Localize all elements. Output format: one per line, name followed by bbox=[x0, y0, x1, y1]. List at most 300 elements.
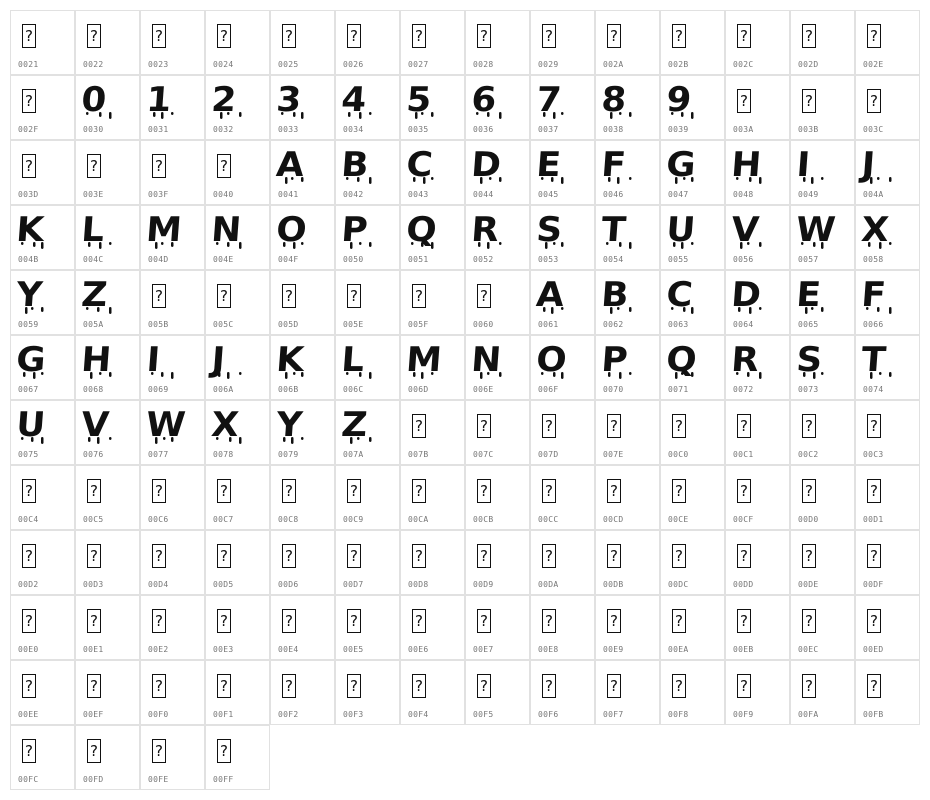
glyph-character: A bbox=[534, 275, 566, 315]
codepoint-label: 0077 bbox=[148, 450, 169, 459]
codepoint-label: 002F bbox=[18, 125, 39, 134]
codepoint-label: 00C8 bbox=[278, 515, 299, 524]
glyph-character: 7 bbox=[534, 80, 563, 120]
codepoint-label: 00C1 bbox=[733, 450, 754, 459]
drip-glyph bbox=[664, 340, 707, 383]
codepoint-label: 0036 bbox=[473, 125, 494, 134]
codepoint-label: 0061 bbox=[538, 320, 559, 329]
glyph-cell bbox=[660, 530, 725, 595]
missing-glyph-box: ? bbox=[347, 284, 361, 308]
replacement-box-icon bbox=[17, 83, 57, 123]
missing-glyph-box: ? bbox=[802, 414, 816, 438]
glyph-character: I bbox=[145, 340, 162, 380]
glyph-cell bbox=[270, 140, 335, 205]
glyph-character: F bbox=[599, 145, 628, 185]
glyph-cell bbox=[660, 270, 725, 335]
glyph-cell bbox=[465, 270, 530, 335]
glyph-cell bbox=[465, 400, 530, 465]
glyph-cell bbox=[75, 335, 140, 400]
glyph-character: U bbox=[664, 210, 697, 250]
codepoint-label: 0068 bbox=[83, 385, 104, 394]
glyph-cell bbox=[790, 335, 855, 400]
glyph-cell bbox=[400, 465, 465, 530]
replacement-box-icon bbox=[17, 733, 57, 773]
missing-glyph-box: ? bbox=[672, 674, 686, 698]
codepoint-label: 0027 bbox=[408, 60, 429, 69]
codepoint-label: 007B bbox=[408, 450, 429, 459]
replacement-box-icon bbox=[537, 603, 577, 643]
glyph-cell bbox=[465, 335, 530, 400]
missing-glyph-box: ? bbox=[282, 609, 296, 633]
glyph-character: L bbox=[79, 210, 106, 250]
missing-glyph-box: ? bbox=[217, 674, 231, 698]
replacement-box-icon bbox=[147, 603, 187, 643]
missing-glyph-box: ? bbox=[412, 284, 426, 308]
glyph-cell bbox=[270, 660, 335, 725]
missing-glyph-box: ? bbox=[22, 544, 36, 568]
glyph-character: P bbox=[339, 210, 370, 250]
glyph-cell bbox=[660, 660, 725, 725]
replacement-box-icon bbox=[407, 668, 447, 708]
codepoint-label: 00F2 bbox=[278, 710, 299, 719]
codepoint-label: 0059 bbox=[18, 320, 39, 329]
replacement-box-icon bbox=[212, 18, 252, 58]
drip-glyph bbox=[145, 340, 187, 383]
codepoint-label: 0075 bbox=[18, 450, 39, 459]
glyph-cell bbox=[465, 660, 530, 725]
glyph-character: D bbox=[469, 145, 503, 185]
glyph-cell bbox=[335, 530, 400, 595]
replacement-box-icon bbox=[537, 668, 577, 708]
drip-glyph bbox=[664, 145, 707, 188]
glyph-cell bbox=[10, 270, 75, 335]
codepoint-label: 00F8 bbox=[668, 710, 689, 719]
codepoint-label: 00C3 bbox=[863, 450, 884, 459]
glyph-cell bbox=[10, 530, 75, 595]
glyph-cell bbox=[205, 595, 270, 660]
drip-glyph bbox=[339, 405, 382, 448]
replacement-box-icon bbox=[732, 408, 772, 448]
glyph-cell bbox=[140, 400, 205, 465]
glyph-cell bbox=[465, 75, 530, 140]
drip-glyph bbox=[859, 275, 902, 318]
glyph-character: 3 bbox=[274, 80, 303, 120]
glyph-cell bbox=[595, 465, 660, 530]
replacement-box-icon bbox=[537, 18, 577, 58]
codepoint-label: 00FE bbox=[148, 775, 169, 784]
glyph-cell bbox=[530, 465, 595, 530]
drip-glyph bbox=[209, 210, 252, 253]
drip-glyph bbox=[209, 80, 252, 123]
drip-glyph bbox=[859, 340, 902, 383]
missing-glyph-box: ? bbox=[347, 24, 361, 48]
glyph-cell bbox=[335, 400, 400, 465]
glyph-cell bbox=[790, 75, 855, 140]
missing-glyph-box: ? bbox=[542, 544, 556, 568]
replacement-box-icon bbox=[147, 18, 187, 58]
glyph-cell bbox=[855, 465, 920, 530]
drip-glyph bbox=[79, 80, 122, 123]
glyph-cell bbox=[75, 10, 140, 75]
glyph-cell bbox=[530, 660, 595, 725]
codepoint-label: 0076 bbox=[83, 450, 104, 459]
glyph-cell bbox=[205, 335, 270, 400]
missing-glyph-box: ? bbox=[152, 154, 166, 178]
glyph-cell bbox=[725, 465, 790, 530]
glyph-cell bbox=[205, 75, 270, 140]
missing-glyph-box: ? bbox=[217, 154, 231, 178]
drip-glyph bbox=[404, 210, 447, 253]
missing-glyph-box: ? bbox=[87, 674, 101, 698]
codepoint-label: 00CF bbox=[733, 515, 754, 524]
glyph-cell bbox=[595, 595, 660, 660]
drip-glyph bbox=[729, 145, 772, 188]
missing-glyph-box: ? bbox=[87, 739, 101, 763]
missing-glyph-box: ? bbox=[217, 284, 231, 308]
codepoint-label: 00ED bbox=[863, 645, 884, 654]
glyph-cell bbox=[855, 270, 920, 335]
missing-glyph-box: ? bbox=[542, 609, 556, 633]
codepoint-label: 00DD bbox=[733, 580, 754, 589]
missing-glyph-box: ? bbox=[87, 154, 101, 178]
drip-glyph bbox=[534, 340, 577, 383]
replacement-box-icon bbox=[277, 538, 317, 578]
glyph-character: T bbox=[859, 340, 888, 380]
codepoint-label: 0072 bbox=[733, 385, 754, 394]
replacement-box-icon bbox=[862, 83, 902, 123]
codepoint-label: 00D5 bbox=[213, 580, 234, 589]
missing-glyph-box: ? bbox=[347, 674, 361, 698]
codepoint-label: 002A bbox=[603, 60, 624, 69]
codepoint-label: 0029 bbox=[538, 60, 559, 69]
glyph-character: Z bbox=[339, 405, 369, 445]
glyph-cell bbox=[725, 270, 790, 335]
replacement-box-icon bbox=[277, 668, 317, 708]
codepoint-label: 0052 bbox=[473, 255, 494, 264]
missing-glyph-box: ? bbox=[87, 544, 101, 568]
missing-glyph-box: ? bbox=[152, 674, 166, 698]
missing-glyph-box: ? bbox=[867, 674, 881, 698]
drip-glyph bbox=[599, 145, 642, 188]
missing-glyph-box: ? bbox=[217, 739, 231, 763]
codepoint-label: 00E4 bbox=[278, 645, 299, 654]
glyph-cell bbox=[790, 400, 855, 465]
missing-glyph-box: ? bbox=[282, 544, 296, 568]
missing-glyph-box: ? bbox=[737, 674, 751, 698]
codepoint-label: 00C5 bbox=[83, 515, 104, 524]
drip-glyph bbox=[599, 80, 642, 123]
glyph-cell bbox=[595, 75, 660, 140]
glyph-character: E bbox=[794, 275, 823, 315]
missing-glyph-box: ? bbox=[802, 544, 816, 568]
missing-glyph-box: ? bbox=[22, 154, 36, 178]
missing-glyph-box: ? bbox=[477, 674, 491, 698]
codepoint-label: 0023 bbox=[148, 60, 169, 69]
codepoint-label: 00C6 bbox=[148, 515, 169, 524]
glyph-cell bbox=[140, 75, 205, 140]
codepoint-label: 0056 bbox=[733, 255, 754, 264]
glyph-character: 5 bbox=[404, 80, 433, 120]
replacement-box-icon bbox=[212, 538, 252, 578]
glyph-cell bbox=[790, 205, 855, 270]
codepoint-label: 0062 bbox=[603, 320, 624, 329]
codepoint-label: 0024 bbox=[213, 60, 234, 69]
codepoint-label: 0073 bbox=[798, 385, 819, 394]
glyph-cell bbox=[465, 465, 530, 530]
codepoint-label: 002B bbox=[668, 60, 689, 69]
codepoint-label: 002E bbox=[863, 60, 884, 69]
glyph-cell bbox=[855, 595, 920, 660]
codepoint-label: 0038 bbox=[603, 125, 624, 134]
glyph-cell bbox=[400, 140, 465, 205]
glyph-cell bbox=[335, 595, 400, 660]
glyph-character: V bbox=[729, 210, 761, 250]
replacement-box-icon bbox=[277, 18, 317, 58]
glyph-cell bbox=[725, 10, 790, 75]
glyph-character: P bbox=[599, 340, 630, 380]
codepoint-label: 005D bbox=[278, 320, 299, 329]
drip-glyph bbox=[274, 405, 317, 448]
replacement-box-icon bbox=[472, 408, 512, 448]
codepoint-label: 00EC bbox=[798, 645, 819, 654]
codepoint-label: 00FB bbox=[863, 710, 884, 719]
glyph-character: 1 bbox=[144, 80, 173, 120]
glyph-character: U bbox=[14, 405, 47, 445]
codepoint-label: 00D9 bbox=[473, 580, 494, 589]
missing-glyph-box: ? bbox=[477, 414, 491, 438]
codepoint-label: 00F7 bbox=[603, 710, 624, 719]
glyph-cell bbox=[595, 530, 660, 595]
missing-glyph-box: ? bbox=[867, 89, 881, 113]
glyph-character: O bbox=[534, 340, 569, 380]
glyph-character: X bbox=[209, 405, 241, 445]
missing-glyph-box: ? bbox=[802, 89, 816, 113]
codepoint-label: 003B bbox=[798, 125, 819, 134]
codepoint-label: 00CE bbox=[668, 515, 689, 524]
codepoint-label: 00CD bbox=[603, 515, 624, 524]
glyph-cell bbox=[270, 465, 335, 530]
replacement-box-icon bbox=[537, 538, 577, 578]
glyph-cell bbox=[10, 75, 75, 140]
glyph-character: W bbox=[144, 405, 187, 445]
codepoint-label: 004C bbox=[83, 255, 104, 264]
codepoint-label: 00E0 bbox=[18, 645, 39, 654]
codepoint-label: 0078 bbox=[213, 450, 234, 459]
replacement-box-icon bbox=[212, 473, 252, 513]
codepoint-label: 0031 bbox=[148, 125, 169, 134]
drip-glyph bbox=[469, 340, 512, 383]
glyph-cell bbox=[725, 660, 790, 725]
replacement-box-icon bbox=[797, 408, 837, 448]
replacement-box-icon bbox=[797, 668, 837, 708]
missing-glyph-box: ? bbox=[217, 479, 231, 503]
glyph-cell bbox=[595, 400, 660, 465]
replacement-box-icon bbox=[277, 603, 317, 643]
replacement-box-icon bbox=[82, 668, 122, 708]
codepoint-label: 00EB bbox=[733, 645, 754, 654]
codepoint-label: 0067 bbox=[18, 385, 39, 394]
glyph-cell bbox=[75, 595, 140, 660]
drip-glyph bbox=[274, 210, 317, 253]
replacement-box-icon bbox=[602, 473, 642, 513]
replacement-box-icon bbox=[17, 668, 57, 708]
glyph-cell bbox=[660, 75, 725, 140]
codepoint-label: 00C0 bbox=[668, 450, 689, 459]
glyph-cell bbox=[400, 10, 465, 75]
glyph-cell bbox=[270, 530, 335, 595]
missing-glyph-box: ? bbox=[412, 24, 426, 48]
glyph-cell bbox=[530, 400, 595, 465]
codepoint-label: 006A bbox=[213, 385, 234, 394]
codepoint-label: 00F9 bbox=[733, 710, 754, 719]
replacement-box-icon bbox=[862, 408, 902, 448]
replacement-box-icon bbox=[797, 538, 837, 578]
glyph-cell bbox=[140, 530, 205, 595]
codepoint-label: 0040 bbox=[213, 190, 234, 199]
codepoint-label: 00FF bbox=[213, 775, 234, 784]
codepoint-label: 0048 bbox=[733, 190, 754, 199]
missing-glyph-box: ? bbox=[22, 674, 36, 698]
codepoint-label: 00E2 bbox=[148, 645, 169, 654]
replacement-box-icon bbox=[212, 603, 252, 643]
glyph-cell bbox=[335, 205, 400, 270]
glyph-cell bbox=[595, 140, 660, 205]
glyph-cell bbox=[725, 205, 790, 270]
glyph-character: G bbox=[664, 145, 698, 185]
codepoint-label: 0058 bbox=[863, 255, 884, 264]
codepoint-label: 007A bbox=[343, 450, 364, 459]
codepoint-label: 00FA bbox=[798, 710, 819, 719]
codepoint-label: 00D7 bbox=[343, 580, 364, 589]
glyph-character: J bbox=[860, 145, 877, 185]
codepoint-label: 00D4 bbox=[148, 580, 169, 589]
glyph-cell bbox=[530, 335, 595, 400]
replacement-box-icon bbox=[17, 18, 57, 58]
glyph-cell bbox=[790, 530, 855, 595]
replacement-box-icon bbox=[537, 408, 577, 448]
missing-glyph-box: ? bbox=[282, 479, 296, 503]
glyph-cell bbox=[75, 400, 140, 465]
glyph-cell bbox=[595, 335, 660, 400]
glyph-cell bbox=[10, 400, 75, 465]
codepoint-label: 00F3 bbox=[343, 710, 364, 719]
drip-glyph bbox=[144, 210, 187, 253]
glyph-cell bbox=[725, 400, 790, 465]
glyph-cell bbox=[400, 75, 465, 140]
codepoint-label: 0025 bbox=[278, 60, 299, 69]
missing-glyph-box: ? bbox=[282, 284, 296, 308]
replacement-box-icon bbox=[277, 278, 317, 318]
glyph-cell bbox=[205, 530, 270, 595]
codepoint-label: 00FD bbox=[83, 775, 104, 784]
codepoint-label: 00F1 bbox=[213, 710, 234, 719]
drip-glyph bbox=[274, 80, 317, 123]
codepoint-label: 00D8 bbox=[408, 580, 429, 589]
glyph-cell bbox=[725, 140, 790, 205]
glyph-cell bbox=[205, 205, 270, 270]
codepoint-label: 004D bbox=[148, 255, 169, 264]
replacement-box-icon bbox=[277, 473, 317, 513]
glyph-cell bbox=[75, 270, 140, 335]
drip-glyph bbox=[339, 340, 382, 383]
codepoint-label: 0070 bbox=[603, 385, 624, 394]
drip-glyph bbox=[79, 210, 122, 253]
codepoint-label: 005E bbox=[343, 320, 364, 329]
glyph-cell bbox=[725, 595, 790, 660]
glyph-cell bbox=[530, 595, 595, 660]
missing-glyph-box: ? bbox=[347, 609, 361, 633]
drip-glyph bbox=[14, 275, 57, 318]
replacement-box-icon bbox=[147, 733, 187, 773]
codepoint-label: 004F bbox=[278, 255, 299, 264]
missing-glyph-box: ? bbox=[87, 609, 101, 633]
codepoint-label: 00E6 bbox=[408, 645, 429, 654]
codepoint-label: 0053 bbox=[538, 255, 559, 264]
glyph-cell bbox=[465, 10, 530, 75]
glyph-character: X bbox=[859, 210, 891, 250]
codepoint-label: 0074 bbox=[863, 385, 884, 394]
glyph-cell bbox=[335, 335, 400, 400]
replacement-box-icon bbox=[602, 18, 642, 58]
missing-glyph-box: ? bbox=[22, 24, 36, 48]
replacement-box-icon bbox=[732, 668, 772, 708]
replacement-box-icon bbox=[862, 603, 902, 643]
drip-glyph bbox=[534, 145, 577, 188]
glyph-cell bbox=[10, 140, 75, 205]
glyph-character: C bbox=[404, 145, 435, 185]
missing-glyph-box: ? bbox=[737, 479, 751, 503]
glyph-grid bbox=[10, 10, 920, 790]
replacement-box-icon bbox=[407, 538, 447, 578]
replacement-box-icon bbox=[147, 148, 187, 188]
missing-glyph-box: ? bbox=[672, 414, 686, 438]
glyph-cell bbox=[660, 335, 725, 400]
missing-glyph-box: ? bbox=[412, 479, 426, 503]
glyph-character: B bbox=[599, 275, 631, 315]
missing-glyph-box: ? bbox=[867, 414, 881, 438]
glyph-cell bbox=[205, 10, 270, 75]
replacement-box-icon bbox=[17, 148, 57, 188]
replacement-box-icon bbox=[732, 603, 772, 643]
codepoint-label: 00EA bbox=[668, 645, 689, 654]
missing-glyph-box: ? bbox=[412, 414, 426, 438]
glyph-character: D bbox=[729, 275, 763, 315]
replacement-box-icon bbox=[602, 408, 642, 448]
drip-glyph bbox=[729, 340, 772, 383]
missing-glyph-box: ? bbox=[737, 544, 751, 568]
codepoint-label: 00DA bbox=[538, 580, 559, 589]
missing-glyph-box: ? bbox=[867, 544, 881, 568]
glyph-cell bbox=[530, 530, 595, 595]
codepoint-label: 00C9 bbox=[343, 515, 364, 524]
codepoint-label: 0063 bbox=[668, 320, 689, 329]
codepoint-label: 0022 bbox=[83, 60, 104, 69]
codepoint-label: 0028 bbox=[473, 60, 494, 69]
drip-glyph bbox=[79, 405, 122, 448]
glyph-cell bbox=[335, 270, 400, 335]
glyph-cell bbox=[270, 270, 335, 335]
drip-glyph bbox=[795, 145, 837, 188]
codepoint-label: 00DF bbox=[863, 580, 884, 589]
codepoint-label: 00EF bbox=[83, 710, 104, 719]
codepoint-label: 00FC bbox=[18, 775, 39, 784]
glyph-character: O bbox=[274, 210, 309, 250]
codepoint-label: 002D bbox=[798, 60, 819, 69]
glyph-cell bbox=[140, 660, 205, 725]
glyph-character: S bbox=[534, 210, 564, 250]
glyph-cell bbox=[10, 595, 75, 660]
glyph-character: E bbox=[534, 145, 563, 185]
